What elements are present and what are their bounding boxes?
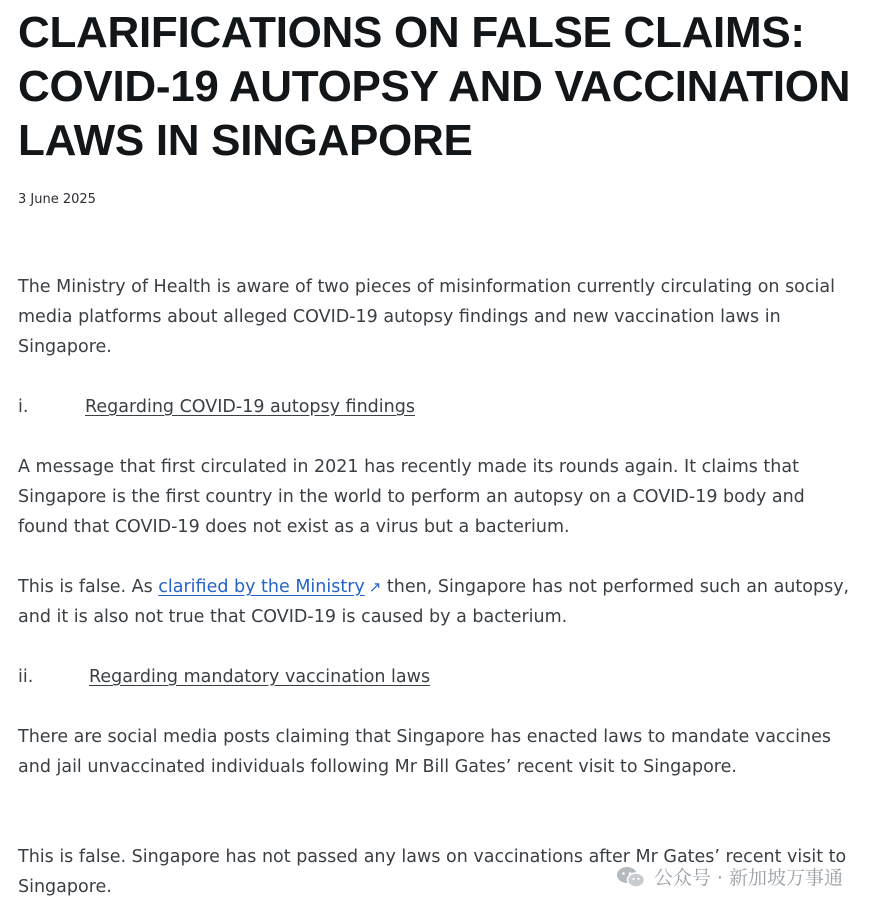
section1-paragraph-2-end: then, Singapore has not performed such an autopsy, and it is also not true that COVID-19 is caused by a bacterium.	[18, 577, 850, 627]
title-line-3: LAWS IN SINGAPORE	[18, 116, 473, 165]
section1-paragraph-2-start: This is false. As	[18, 577, 159, 597]
watermark-text: 公众号 · 新加坡万事通	[653, 867, 843, 889]
section2-paragraph-1: There are social media posts claiming that Singapore has enacted laws to mandate vaccines and jail unvaccinated individuals following Mr Bill Gates’ recent visit to Singapore.	[18, 727, 831, 777]
section1-paragraph-1: A message that first circulated in 2021 has recently made its rounds again. It claims that Singapore is the first country in the world to perform an autopsy on a COVID-19 body and found that COVID-19 does not exist as a virus but a bacterium.	[18, 457, 805, 537]
section-number-1: i.	[18, 397, 29, 417]
title-line-2: COVID-19 AUTOPSY AND VACCINATION	[18, 62, 851, 111]
external-link-icon: ↗	[368, 578, 382, 596]
section-title-2: Regarding mandatory vaccination laws	[89, 667, 431, 687]
section2-paragraph-2: This is false. Singapore has not passed any laws on vaccinations after Mr Gates’ recent visit to Singapore.	[18, 847, 847, 897]
watermark	[616, 863, 843, 890]
intro-paragraph: The Ministry of Health is aware of two pieces of misinformation currently circulating on social media platforms about alleged COVID-19 autopsy findings and new vaccination laws in Singapore.	[18, 277, 835, 357]
page-title	[18, 6, 869, 168]
section1-paragraph-2	[18, 572, 858, 632]
publish-date: 3 June 2025	[18, 192, 96, 207]
clarified-by-ministry-link[interactable]	[158, 577, 381, 597]
link-text: clarified by the Ministry	[158, 577, 365, 597]
section-number-2: ii.	[18, 667, 34, 687]
section-heading-2	[18, 662, 431, 692]
section-title-1: Regarding COVID-19 autopsy findings	[85, 397, 415, 417]
title-line-1: CLARIFICATIONS ON FALSE CLAIMS:	[18, 8, 805, 57]
wechat-icon	[616, 865, 646, 889]
section-heading-1	[18, 392, 415, 422]
